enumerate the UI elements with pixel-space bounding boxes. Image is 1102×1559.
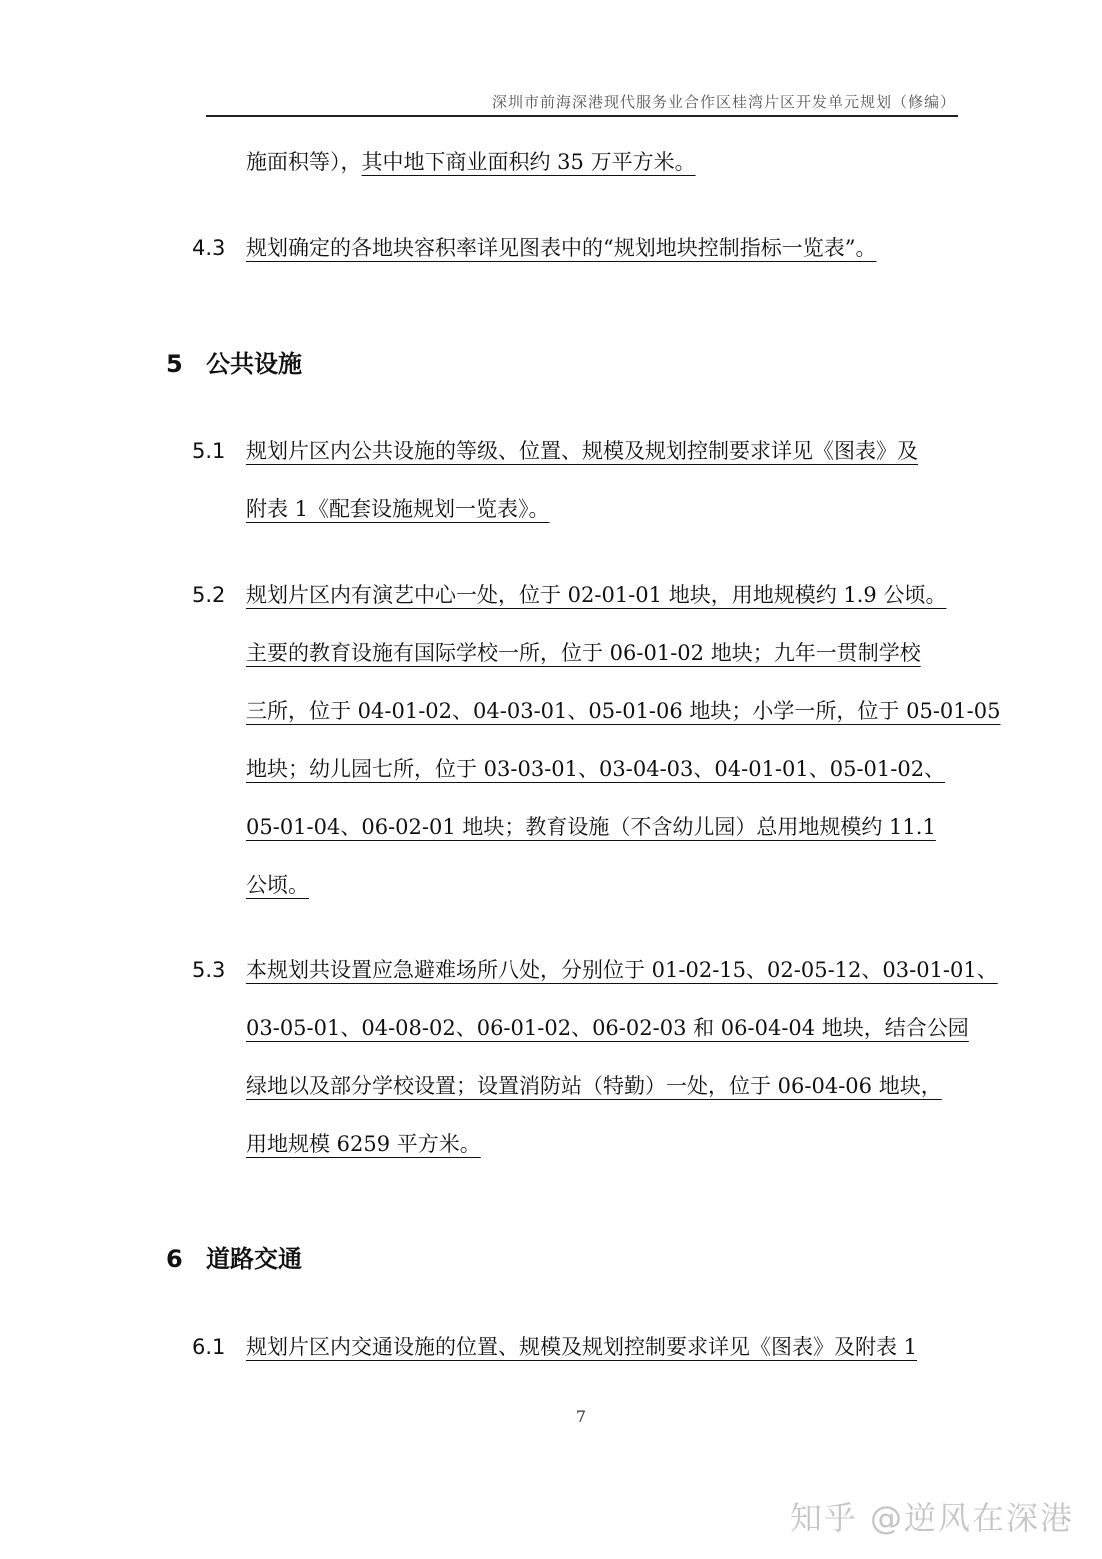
watermark: 知乎 @逆风在深港: [789, 1499, 1074, 1537]
section-heading-5: [166, 348, 302, 380]
item-number-6-1: 6.1: [192, 1335, 226, 1359]
header-rule: [206, 115, 958, 117]
page-number: 7: [575, 1407, 587, 1426]
item-5-2-line: 规划片区内有演艺中心一处，位于 02-01-01 地块，用地规模约 1.9 公顷。: [246, 583, 947, 607]
section-title: 道路交通: [206, 1245, 302, 1273]
section-title: 公共设施: [206, 350, 302, 378]
item-number-5-1: 5.1: [192, 439, 226, 463]
item-5-2-line: 三所，位于 04-01-02、04-03-01、05-01-06 地块；小学一所，位于 05-01-05: [246, 699, 1001, 723]
item-5-2-line: 地块；幼儿园七所，位于 03-03-01、03-04-03、04-01-01、05-01-02、: [246, 757, 946, 781]
continuation-prefix: 施面积等），: [246, 150, 362, 174]
item-6-1-line: 规划片区内交通设施的位置、规模及规划控制要求详见《图表》及附表 1: [246, 1335, 918, 1359]
item-5-1-line: 规划片区内公共设施的等级、位置、规模及规划控制要求详见《图表》及: [246, 439, 918, 463]
item-5-2-line: 05-01-04、06-02-01 地块；教育设施（不含幼儿园）总用地规模约 11.1: [246, 815, 936, 839]
item-5-3-line: 本规划共设置应急避难场所八处，分别位于 01-02-15、02-05-12、03-01-01、: [246, 958, 998, 982]
section-heading-6: [166, 1243, 302, 1275]
section-number: 6: [166, 1245, 183, 1273]
continuation-line: [246, 148, 696, 177]
continuation-underlined: 其中地下商业面积约 35 万平方米。: [361, 150, 696, 174]
item-4-3-line: 规划确定的各地块容积率详见图表中的“规划地块控制指标一览表”。: [246, 236, 877, 260]
section-number: 5: [166, 350, 183, 378]
item-5-3-line: 用地规模 6259 平方米。: [246, 1132, 481, 1156]
item-number-5-3: 5.3: [192, 958, 226, 982]
item-5-3-line: 03-05-01、04-08-02、06-01-02、06-02-03 和 06-04-04 地块，结合公园: [246, 1016, 969, 1040]
running-header: 深圳市前海深港现代服务业合作区桂湾片区开发单元规划（修编）: [491, 93, 956, 111]
item-5-2-line: 公顷。: [246, 873, 309, 897]
item-number-4-3: 4.3: [192, 236, 226, 260]
item-5-1-line: 附表 1《配套设施规划一览表》。: [246, 497, 550, 521]
item-number-5-2: 5.2: [192, 583, 226, 607]
item-5-3-line: 绿地以及部分学校设置；设置消防站（特勤）一处，位于 06-04-06 地块，: [246, 1074, 942, 1098]
item-5-2-line: 主要的教育设施有国际学校一所，位于 06-01-02 地块；九年一贯制学校: [246, 641, 921, 665]
